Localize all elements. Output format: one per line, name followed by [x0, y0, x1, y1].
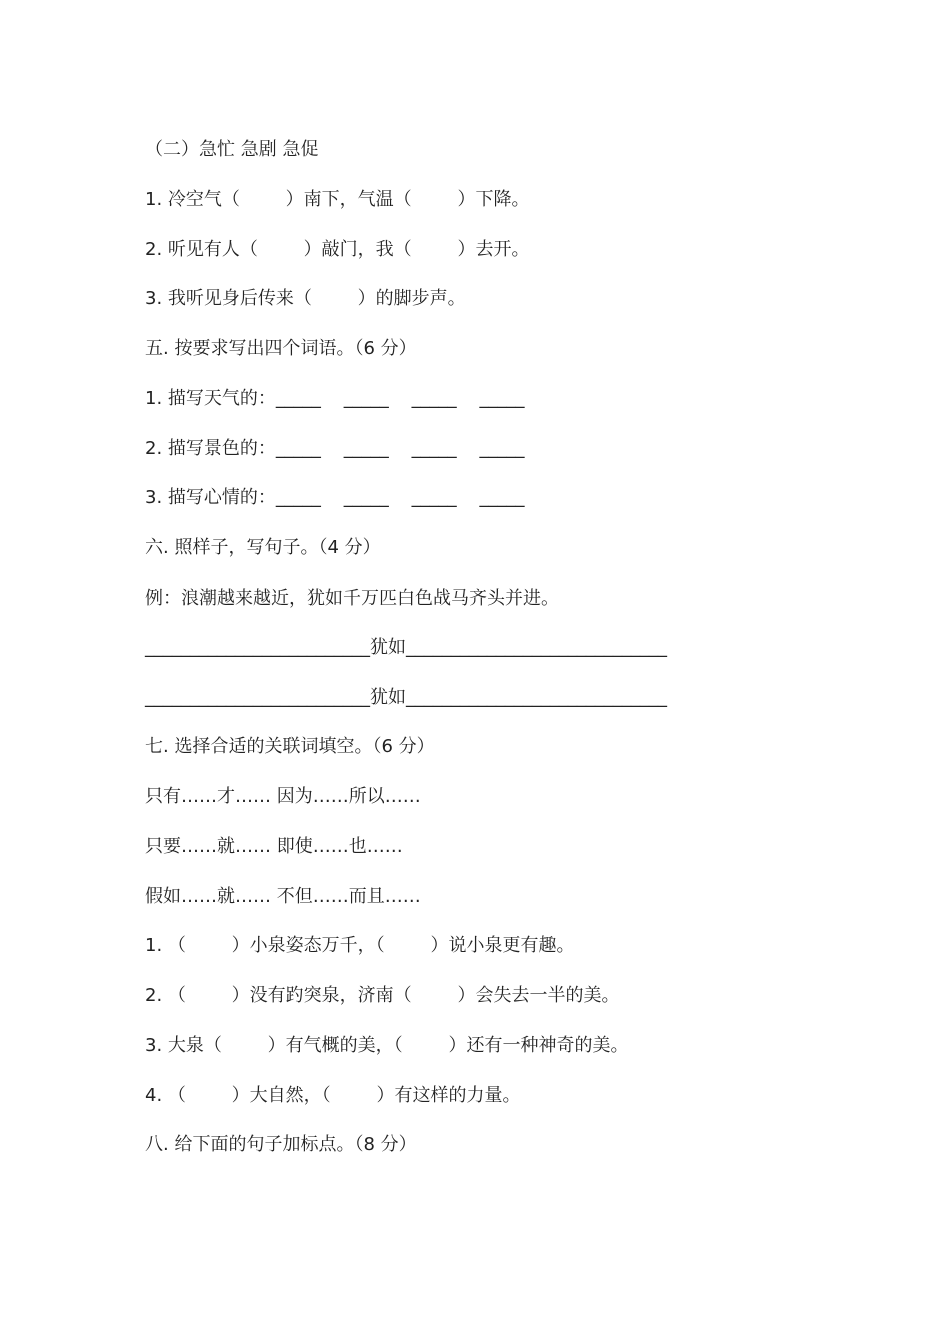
sentence-answer-line-1: _________________________犹如_____________________________ — [145, 637, 667, 658]
section-6-heading: 六. 照样子，写句子。（4 分） — [145, 537, 381, 558]
example-sentence: 例：浪潮越来越近，犹如千万匹白色战马齐头并进。 — [145, 588, 559, 609]
sentence-answer-line-2: _________________________犹如_____________________________ — [145, 687, 667, 708]
fill-blank-question-3: 3. 我听见身后传来（ ）的脚步声。 — [145, 288, 466, 309]
conjunction-question-1: 1. （ ）小泉姿态万千，（ ）说小泉更有趣。 — [145, 935, 575, 956]
section-5-heading: 五. 按要求写出四个词语。（6 分） — [145, 338, 417, 359]
words-mood-line: 3. 描写心情的：_____ _____ _____ _____ — [145, 487, 525, 508]
conjunction-options-1: 只有……才…… 因为……所以…… — [145, 786, 421, 807]
section-8-heading: 八. 给下面的句子加标点。（8 分） — [145, 1134, 417, 1155]
fill-blank-question-2: 2. 听见有人（ ）敲门，我（ ）去开。 — [145, 239, 530, 260]
conjunction-options-3: 假如……就…… 不但……而且…… — [145, 886, 421, 907]
conjunction-question-3: 3. 大泉（ ）有气概的美，（ ）还有一种神奇的美。 — [145, 1035, 629, 1056]
section-2-word-choices: （二）急忙 急剧 急促 — [145, 139, 319, 160]
section-7-heading: 七. 选择合适的关联词填空。（6 分） — [145, 736, 435, 757]
words-weather-line: 1. 描写天气的：_____ _____ _____ _____ — [145, 388, 525, 409]
fill-blank-question-1: 1. 冷空气（ ）南下，气温（ ）下降。 — [145, 189, 530, 210]
words-scenery-line: 2. 描写景色的：_____ _____ _____ _____ — [145, 438, 525, 459]
conjunction-question-2: 2. （ ）没有趵突泉，济南（ ）会失去一半的美。 — [145, 985, 620, 1006]
conjunction-options-2: 只要……就…… 即使……也…… — [145, 836, 403, 857]
conjunction-question-4: 4. （ ）大自然，（ ）有这样的力量。 — [145, 1085, 521, 1106]
